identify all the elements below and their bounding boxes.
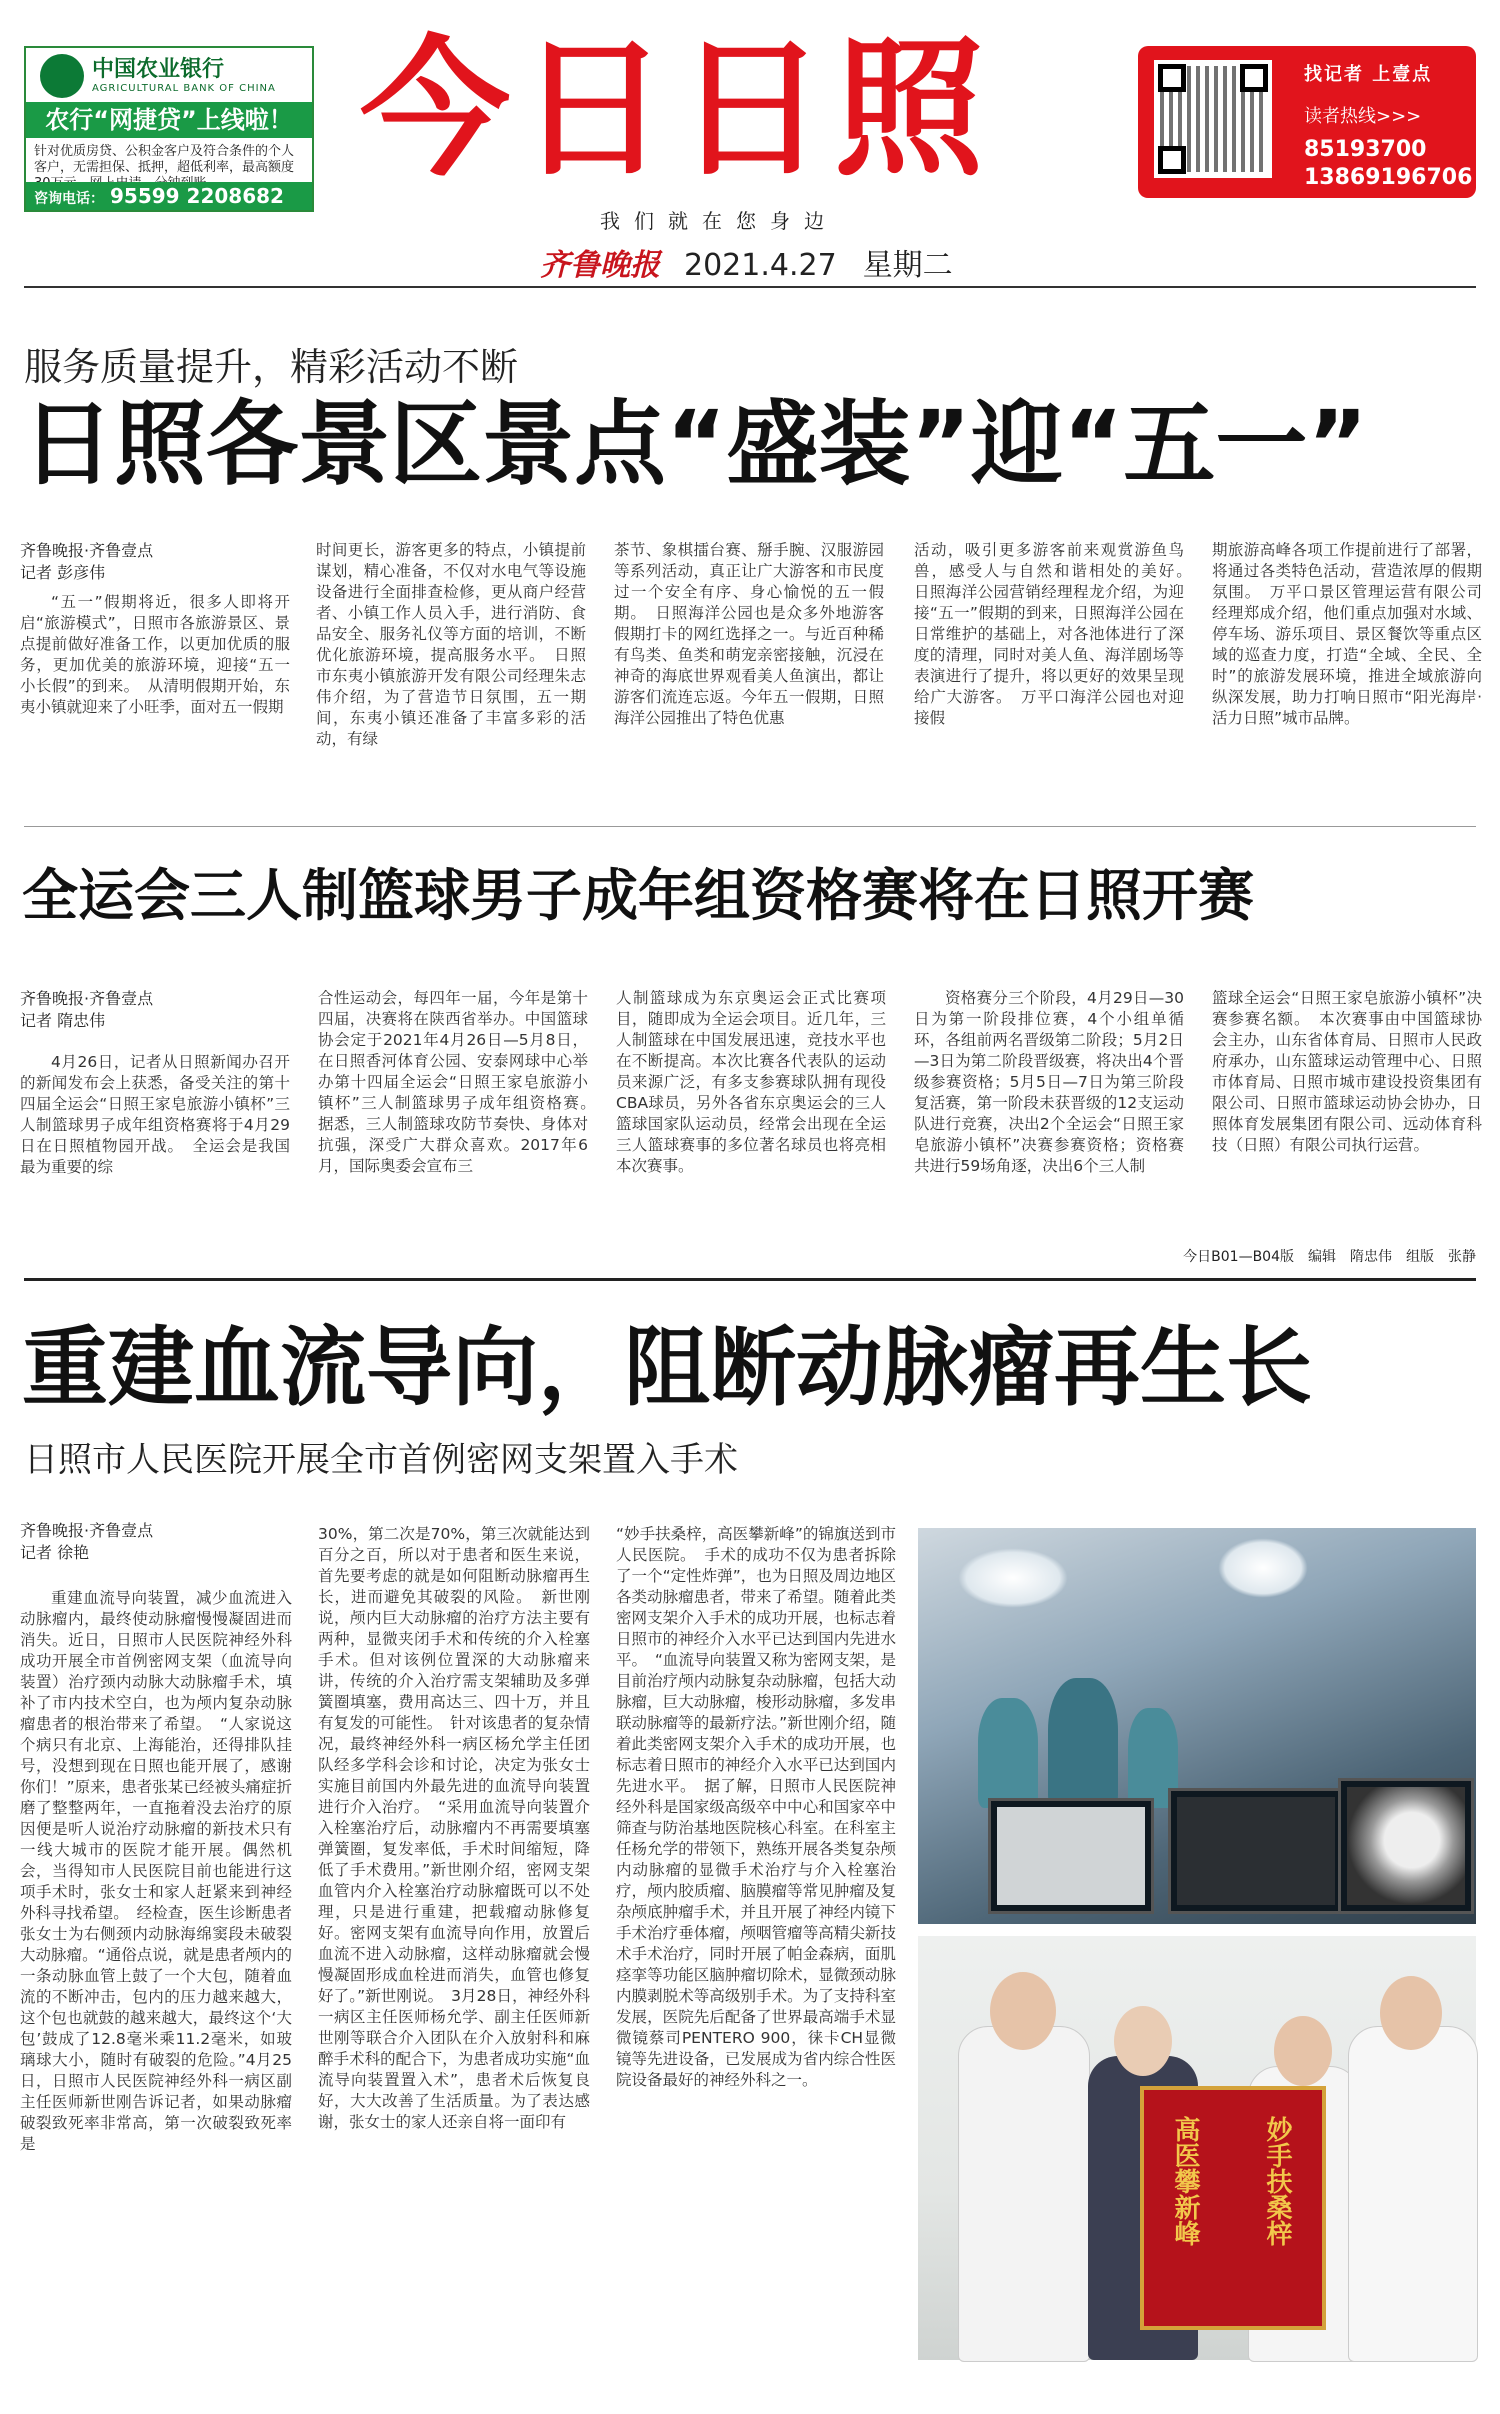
- story1-column-3: 茶节、象棋擂台赛、掰手腕、汉服游园等系列活动，真正让广大游客和市民度过一个安全有序、身心愉悦的五一假期。 日照海洋公园也是众多外地游客假期打卡的网红选择之一。与近百种稀有鸟类、鱼类和萌宠亲密接触，沉浸在神奇的海底世界观看美人鱼演出，都让游客们流连忘返。今年五一假期，日照海洋公园推出了特色优惠: [614, 541, 884, 727]
- bank-ad[interactable]: [24, 46, 314, 212]
- banner-presentation-photo: [918, 1936, 1476, 2360]
- brand-logo: 齐鲁晚报: [540, 248, 660, 283]
- story2-byline: 齐鲁晚报·齐鲁壹点 记者 隋忠伟: [20, 989, 154, 1030]
- story1-column-4: 活动，吸引更多游客前来观赏游鱼鸟兽，感受人与自然和谐相处的美好。 日照海洋公园营销经理程龙介绍，为迎接“五一”假期的到来，日照海洋公园在日常维护的基础上，对各池体进行了深度的清理，同时对美人鱼、海洋剧场等表演进行了提升，将以更好的效果呈现给广大游客。 万平口海洋公园也对迎接假: [914, 541, 1200, 727]
- masthead-slogan: 我们就在您身边: [600, 209, 838, 233]
- ad-description: 针对优质房贷、公积金客户及符合条件的个人客户，无需担保、抵押，超低利率，最高额度: [34, 144, 295, 175]
- story1-divider: [24, 826, 1476, 827]
- story2-column-3: 人制篮球成为东京奥运会正式比赛项目，随即成为全运会项目。近几年，三人制篮球在中国发展迅速，竞技水平也在不断提高。本次比赛各代表队的运动员来源广泛，有多支参赛球队拥有现役CBA球员，另外各省东京奥运会的三人篮球国家队运动员，经常会出现在全运三人篮球赛事的多位著名球员也将亮相本次赛事。: [616, 989, 886, 1175]
- story3-headline[interactable]: 重建血流导向，阻断动脉瘤再生长: [22, 1318, 1312, 1418]
- edition-note: 今日B01—B04版 编辑 隋忠伟 组版 张静: [1183, 1249, 1476, 1265]
- story2-column-5: 篮球全运会“日照王家皂旅游小镇杯”决赛参赛名额。 本次赛事由中国篮球协会主办，山东省体育局、日照市人民政府承办，山东篮球运动管理中心、日照市体育局、日照市城市建设投资集团有限公司、日照市篮球运动协会协办，日照体育发展集团有限公司、远动体育科技（日照）有限公司执行运营。: [1212, 989, 1482, 1154]
- story1-headline[interactable]: 日照各景区景点“盛装”迎“五一”: [22, 391, 1368, 498]
- story1-column-2: 时间更长，游客更多的特点，小镇提前谋划，精心准备，不仅对水电气等设施设备进行全面排查检修，更从商户经营者、小镇工作人员入手，进行消防、食品安全、服务礼仪等方面的培训，不断优化旅游环境，提高服务水平。 日照市东夷小镇旅游开发有限公司经理朱志伟介绍，为了营造节日氛围，五一期间，东夷小镇还准备了丰富多彩的活动，有绿: [316, 541, 586, 748]
- hotline-line2: 读者热线>>>: [1304, 106, 1422, 127]
- bank-name-en: AGRICULTURAL BANK OF CHINA: [92, 83, 276, 94]
- story2-headline[interactable]: 全运会三人制篮球男子成年组资格赛将在日照开赛: [22, 864, 1254, 929]
- bank-logo-icon: [40, 54, 84, 98]
- masthead-divider: [24, 286, 1476, 288]
- hotline-line1: 找记者 上壹点: [1304, 64, 1433, 85]
- story2-column-4: 资格赛分三个阶段，4月29日—30日为第一阶段排位赛，4个小组单循环，各组前两名晋级第二阶段；5月2日—3日为第二阶段晋级赛，将决出4个晋级参赛资格；5月5日—7日为第三阶段复活赛，第一阶段未获晋级的12支运动队进行竞赛，决出2个全运会“日照王家皂旅游小镇杯”决赛参赛资格；资格赛共进行59场角逐，决出6个三人制: [914, 989, 1184, 1175]
- bank-name: 中国农业银行: [92, 57, 225, 82]
- qr-code-icon[interactable]: [1154, 60, 1272, 178]
- banner-text-left: 高医攀新峰: [1170, 2116, 1200, 2246]
- hotline-phone2: 13869196706: [1304, 165, 1473, 190]
- issue-date: 2021.4.27: [684, 248, 837, 283]
- story2-divider: [24, 1278, 1476, 1281]
- ad-slogan: 农行“网捷贷”上线啦！: [26, 102, 312, 138]
- story1-column-5: 期旅游高峰各项工作提前进行了部署，将通过各类特色活动，营造浓厚的假期氛围。 万平口景区管理运营有限公司经理郑成介绍，他们重点加强对水域、停车场、游乐项目、景区餐饮等重点区域的巡查力度，打造“全域、全民、全时”的旅游发展环境，推进全域旅游向纵深发展，助力打响日照市“阳光海岸·活力日照”城市品牌。: [1212, 541, 1482, 727]
- story3-byline: 齐鲁晚报·齐鲁壹点 记者 徐艳: [20, 1521, 154, 1562]
- story1-kicker: 服务质量提升，精彩活动不断: [24, 345, 519, 389]
- story3-column-1: 重建血流导向装置，减少血流进入动脉瘤内，最终使动脉瘤慢慢凝固进而消失。近日，日照市人民医院神经外科成功开展全市首例密网支架（血流导向装置）治疗颈内动脉大动脉瘤手术，填补了市内技术空白，也为颅内复杂动脉瘤患者的根治带来了希望。 “人家说这个病只有北京、上海能治，还得排队挂号，没想到现在日照也能开展了，感谢你们！”原来，患者张某已经被头痛症折磨了整整两年，一直拖着没去治疗的原因便是听人说治疗动脉瘤的新技术只有一线大城市的医院才能开展。偶然机会，当得知市人民医院目前也能进行这项手术时，张女士和家人赶紧来到神经外科寻找希望。 经检查，医生诊断患者张女士为右侧颈内动脉海绵窦段未破裂大动脉瘤。“通俗点说，就是患者颅内的一条动脉血管上鼓了一个大包，随着血流的不断冲击，包内的压力越来越大，这个包也就鼓的越来越大，最终这个‘大包’鼓成了12.8毫米乘11.2毫米，如玻璃球大小，随时有破裂的危险。”4月25日，日照市人民医院神经外科一病区副主任医师新世刚告诉记者，如果动脉瘤破裂致死率非常高，第一次破裂致死率是: [20, 1589, 292, 2153]
- story2-column-1: 4月26日，记者从日照新闻办召开的新闻发布会上获悉，备受关注的第十四届全运会“日照王家皂旅游小镇杯”三人制篮球男子成年组资格赛将于4月29日在日照植物园开战。 全运会是我国最为重要的综: [20, 1053, 290, 1176]
- ad-phone: 咨询电话： 95599 2208682: [26, 182, 312, 210]
- silk-banner: [1140, 2086, 1326, 2330]
- hotline-phone1: 85193700: [1304, 137, 1427, 162]
- banner-text-right: 妙手扶桑梓: [1262, 2116, 1292, 2246]
- surgery-photo: [918, 1528, 1476, 1924]
- masthead-title: 今日日照: [360, 23, 993, 197]
- issue-weekday: 星期二: [862, 248, 953, 283]
- story1-byline: 齐鲁晚报·齐鲁壹点 记者 彭彦伟: [20, 541, 154, 582]
- story3-column-3: “妙手扶桑梓，高医攀新峰”的锦旗送到市人民医院。 手术的成功不仅为患者拆除了一个“定性炸弹”，也为日照及周边地区各类动脉瘤患者，带来了希望。随着此类密网支架介入手术的成功开展，也标志着日照市的神经介入水平已达到国内先进水平。 “血流导向装置又称为密网支架，是目前治疗颅内动脉复杂动脉瘤，包括大动脉瘤，巨大动脉瘤，梭形动脉瘤，多发串联动脉瘤等的最新疗法。”新世刚介绍，随着此类密网支架介入手术的成功开展，也标志着日照市的神经介入水平已达到国内先进水平。 据了解，日照市人民医院神经外科是国家级高级卒中中心和国家卒中筛查与防治基地医院核心科室。在科室主任杨允学的带领下，熟练开展各类复杂颅内动脉瘤的显微手术治疗与介入栓塞治疗，颅内胶质瘤、脑膜瘤等常见肿瘤及复杂颅底肿瘤手术，并且开展了神经内镜下手术治疗垂体瘤，颅咽管瘤等高精尖新技术手术治疗，同时开展了帕金森病，面肌痉挛等功能区脑肿瘤切除术，显微颈动脉内膜剥脱术等高级别手术。为了支持科室发展，医院先后配备了世界最高端手术显微镜蔡司PENTERO 900，徕卡CH显微镜等先进设备，已发展成为省内综合性医院设备最好的神经外科之一。: [616, 1525, 896, 2089]
- reader-hotline-box: [1138, 46, 1476, 198]
- story3-subhead: 日照市人民医院开展全市首例密网支架置入手术: [24, 1440, 738, 1480]
- dateline: [540, 240, 979, 284]
- story1-column-1: “五一”假期将近，很多人即将开启“旅游模式”，日照市各旅游景区、景点提前做好准备工作，以更加优质的服务，更加优美的旅游环境，迎接“五一小长假”的到来。 从清明假期开始，东夷小镇就迎来了小旺季，面对五一假期: [20, 593, 290, 716]
- story3-column-2: 30%，第二次是70%，第三次就能达到百分之百，所以对于患者和医生来说，首先要考虑的就是如何阻断动脉瘤再生长，进而避免其破裂的风险。 新世刚说，颅内巨大动脉瘤的治疗方法主要有两种，显微夹闭手术和传统的介入栓塞手术。但对该例位置深的大动脉瘤来讲，传统的介入治疗需支架辅助及多弹簧圈填塞，费用高达三、四十万，并且有复发的可能性。 针对该患者的复杂情况，最终神经外科一病区杨允学主任团队经多学科会诊和讨论，决定为张女士实施目前国内外最先进的血流导向装置进行介入治疗。 “采用血流导向装置介入栓塞治疗后，动脉瘤内不再需要填塞弹簧圈，复发率低，手术时间缩短，降低了手术费用。”新世刚介绍，密网支架血管内介入栓塞治疗动脉瘤既可以不处理，只是进行重建，把载瘤动脉修复好。密网支架有血流导向作用，放置后血流不进入动脉瘤，这样动脉瘤就会慢慢凝固形成血栓进而消失，血管也修复好了。”新世刚说。 3月28日，神经外科一病区主任医师杨允学、副主任医师新世刚等联合介入团队在介入放射科和麻醉手术科的配合下，为患者成功实施“血流导向装置置入术”，患者术后恢复良好，大大改善了生活质量。为了表达感谢，张女士的家人还亲自将一面印有: [318, 1525, 590, 2131]
- story2-column-2: 合性运动会，每四年一届，今年是第十四届，决赛将在陕西省举办。中国篮球协会定于2021年4月26日—5月8日，在日照香河体育公园、安泰网球中心举办第十四届全运会“日照王家皂旅游小镇杯”三人制篮球男子成年组资格赛。 据悉，三人制篮球攻防节奏快、身体对抗强，深受广大群众喜欢。2017年6月，国际奥委会宣布三: [318, 989, 604, 1175]
